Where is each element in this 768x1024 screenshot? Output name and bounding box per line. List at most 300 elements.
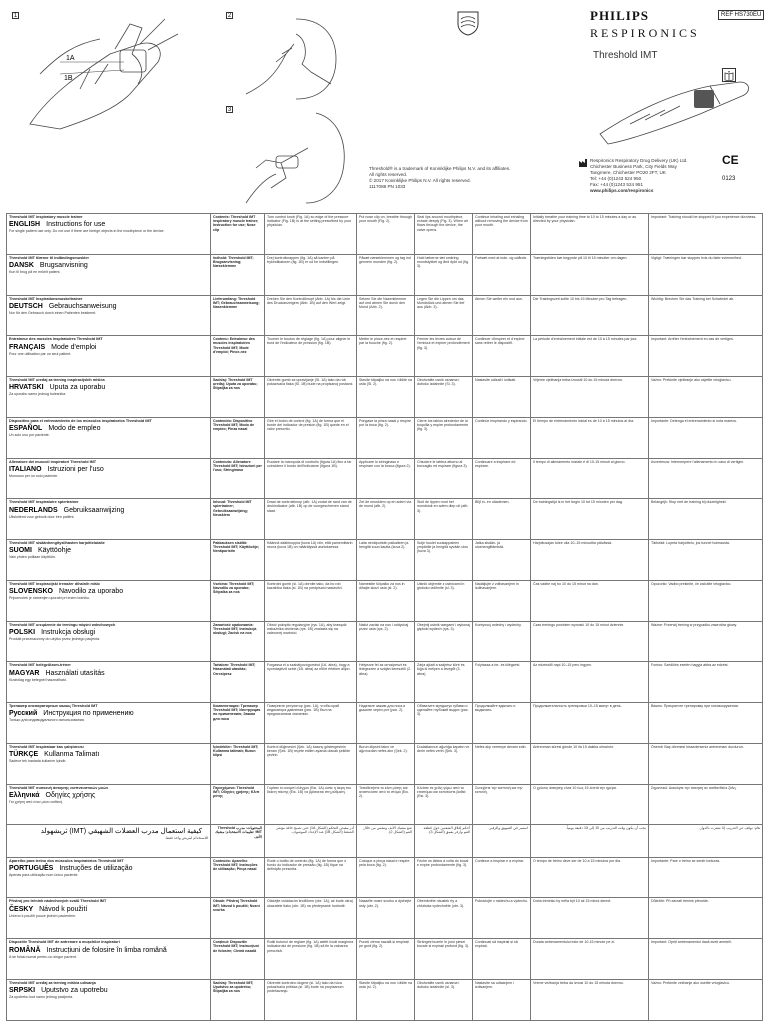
instruction-step-1: Kontrolni gumb (sl. 1A) obrnite tako, da bo rob kazalnika tlaka (sl. 1B) na predpisani nastavitvi. — [265, 580, 357, 621]
instruction-step-2: Póngase la pinza nasal y respire por la boca (fig. 2). — [357, 417, 415, 458]
instruction-step-3: Sulje huulet suukappaleen ympärille ja hengitä syvään ulos (kuva 3). — [415, 540, 473, 581]
instruction-step-4: Folytassa a be- és kilégzést. — [473, 662, 531, 703]
language-name: DANSK — [9, 262, 34, 270]
language-row — [7, 214, 763, 255]
language-row — [7, 825, 763, 857]
instruction-step-1: Поверните регулятор (рис. 1A), чтобы край индикатора давления (рис. 1B) был на предписанном значении. — [265, 703, 357, 744]
language-row — [7, 621, 763, 662]
language-header: Dispozitiv Threshold IMT de antrenare a mușchilor inspiratori — [9, 940, 120, 945]
instruction-step-3: Obejmij ustnik wargami i wykonaj głęboki wydech (rys. 3). — [415, 621, 473, 662]
instruction-step-1: Okrenite gumb za upravljanje (Sl. 1A) tako da rub pokazivača tlaka (Sl. 1B) bude na propisanoj postavci. — [265, 377, 357, 418]
language-name: SLOVENSKO — [9, 588, 53, 596]
contents-text: Obsah: Přístroj Threshold IMT; Návod k použití; Nosní svorka — [213, 899, 260, 912]
instruction-step-6: Avvertenza: Interrompere l'allenamento in caso di vertigini. — [649, 458, 763, 499]
language-name-line — [9, 546, 208, 555]
language-name: DEUTSCH — [9, 302, 43, 310]
language-header: Aparelho para treino dos músculos inspiratórios Threshold IMT — [9, 858, 124, 863]
instruction-step-1: Γυρίστε το κουμπί ελέγχου (Εικ. 1A) ώστε η άκρη του δείκτη πίεσης (Εικ. 1B) να βρίσκεται στη ρύθμιση. — [265, 784, 357, 825]
language-title: Instrucțiuni de folosire în limba română — [46, 946, 167, 954]
instruction-step-6: Belangrijk: Stop met de training bij duizeligheid. — [649, 499, 763, 540]
instruction-step-6: Važno: Prekinite vežbanje ako osetite vrtoglavicu. — [649, 979, 763, 1020]
language-cell — [7, 499, 211, 540]
instruction-step-4: Pokračujte v nádechu a výdechu. — [473, 898, 531, 939]
manufacturer-line: Fax: +44 (0)1243 524 951 — [590, 182, 643, 187]
contents-cell — [211, 784, 265, 825]
language-title: Kullanma Talimatı — [44, 751, 100, 759]
instruction-step-4: Continuer d'inspirer et d'expirer sans retirer le dispositif. — [473, 336, 531, 377]
instruction-step-2: Helyezze fel az orrcsipeszt és lélegezzen a száján keresztül (2. ábra). — [357, 662, 415, 703]
language-row — [7, 857, 763, 898]
contents-text: Lieferumfang: Threshold IMT; Gebrauchsanweisung; Nasenklemme — [213, 296, 260, 309]
figure-1-label: 1 — [13, 13, 18, 19]
instruction-step-5: يجب أن يكون وقت التدريب من 10 إلى 15 دقيقة يومياً. — [531, 825, 649, 857]
language-row — [7, 417, 763, 458]
instruction-step-2: Setzen Sie die Nasenklemme auf und atmen Sie durch den Mund (Abb. 2). — [357, 295, 415, 336]
language-title: Uputa za uporabu — [49, 384, 106, 392]
language-header: Threshold IMT inspiratoire spiertrainer — [9, 500, 79, 505]
instruction-step-4: استمر في الشهيق والزفير. — [473, 825, 531, 857]
figure-3-label: 3 — [227, 107, 232, 113]
language-header: Тренажер инспираторных мышц Threshold IMT — [9, 704, 98, 708]
language-header: Threshold IMT inspiratory muscle trainer — [9, 215, 83, 219]
language-row — [7, 939, 763, 980]
instruction-step-6: Important: Arrêter l'entraînement en cas de vertiges. — [649, 336, 763, 377]
instruction-step-5: Doba tréninku by měla být 10 až 15 minut denně. — [531, 898, 649, 939]
ce-mark: CE — [722, 153, 739, 167]
language-row — [7, 458, 763, 499]
instruction-step-5: De trainingstijd is in het begin 10 tot 15 minuten per dag. — [531, 499, 649, 540]
instruction-step-6: Important: Training should be stopped if you experience dizziness. — [649, 214, 763, 255]
instruction-step-5: Vreme vežbanja treba da iznosi 10 do 15 minuta dnevno. — [531, 979, 649, 1020]
ce-code: 0123 — [722, 176, 736, 182]
language-name: Русский — [9, 710, 38, 718]
language-cell — [7, 784, 211, 825]
language-header: Entraîneur des muscles inspiratoires Threshold IMT — [9, 337, 103, 342]
language-title: Használati utasítás — [45, 669, 105, 677]
manufacturer-line: Tangmere, Chichester PO20 2FT, UK — [590, 170, 666, 175]
language-title: Οδηγίες χρήσης — [45, 791, 96, 799]
instruction-step-3: Zárja ajkait a szájrész köré és fújja ki mélyen a levegőt (3. ábra). — [415, 662, 473, 703]
contents-cell — [211, 703, 265, 744]
figure-1-illustration — [20, 14, 190, 134]
language-row — [7, 662, 763, 703]
ref-box: REF HS730EU — [718, 10, 764, 20]
language-name: ITALIANO — [9, 465, 42, 473]
language-name-line — [9, 424, 208, 433]
language-name: NEDERLANDS — [9, 506, 58, 514]
instruction-step-1: Obróć pokrętło regulacyjne (rys. 1A), aby krawędź wskaźnika ciśnienia (rys. 1B) znalazła się na zaleconej wartości. — [265, 621, 357, 662]
language-note: For single patient use only. Do not use if there are foreign objects in the mouthpiece or the device. — [9, 229, 165, 234]
instruction-step-2: Zet de neusklem op en adem via de mond (afb. 2). — [357, 499, 415, 540]
instruction-step-3: Hold læberne tæt omkring mundstykket og ånd dybt ud (fig. 3). — [415, 254, 473, 295]
contents-text: Contenuto: Allenatore Threshold IMT; Istruzioni per l'uso; Stringinaso — [213, 459, 262, 472]
brand-line-1: PHILIPS — [590, 8, 650, 23]
instruction-step-2: Nasaďte nosní svorku a dýchejte ústy (obr. 2). — [357, 898, 415, 939]
instruction-step-5: El tiempo de entrenamiento inicial es de 10 a 15 minutos al día. — [531, 417, 649, 458]
instruction-step-1: Rode o botão de controlo (fig. 1A) de forma que o bordo do indicador de pressão (fig. 1B) fique na definição prescrita. — [265, 857, 357, 898]
language-name-line — [9, 669, 208, 678]
language-title: Instrukcja obsługi — [41, 628, 96, 636]
instruction-step-5: Čas vadbe naj bo 10 do 15 minut na dan. — [531, 580, 649, 621]
language-cell — [7, 662, 211, 703]
instruction-step-2: Påsæt næseklemmen og tag ind gennem munden (fig. 2). — [357, 254, 415, 295]
instruction-step-5: La période d'entraînement initiale est de 10 à 15 minutes par jour. — [531, 336, 649, 377]
language-note: Určeno k použití pouze jedním pacientem. — [9, 913, 77, 918]
language-header: Threshold IMT inspiratuar kas çalıştırıcısı — [9, 744, 84, 749]
manufacturer-line: Tel: +44 (0)1243 524 950 — [590, 176, 642, 181]
instruction-step-4: Continúe inspirando y espirando. — [473, 417, 531, 458]
language-name: SUOMI — [9, 547, 32, 555]
instruction-step-2: Burun klipsini takın ve ağzınızdan nefes alın (Şek. 2). — [357, 743, 415, 784]
language-cell — [7, 898, 211, 939]
language-title: Gebruiksaanwijzing — [63, 506, 125, 514]
instruction-step-4: Fortsæt med at inde- og udånde. — [473, 254, 531, 295]
instruction-step-4: Continue a inspirar e a expirar. — [473, 857, 531, 898]
instruction-step-2: ضع مشبك الأنف وتنفس من خلال الفم (الشكل 2). — [357, 825, 415, 857]
instruction-step-4: Nadaljujte z vdihavanjem in izdihavanjem. — [473, 580, 531, 621]
language-title: Instructions for use — [46, 221, 106, 229]
instruction-step-3: Ustnik objemite z ustnicami in globoko izdihnite (sl. 3). — [415, 580, 473, 621]
language-header: Allenatore dei muscoli inspiratori Threshold IMT — [9, 459, 97, 464]
language-name: FRANÇAIS — [9, 343, 46, 351]
contents-cell — [211, 377, 265, 418]
language-name: POLSKI — [9, 628, 36, 636]
instruction-step-2: Applicare lo stringinaso e respirare con la bocca (figura 2). — [357, 458, 415, 499]
instruction-step-1: Drej kontrolknappen (fig. 1A) så kanten på trykindikatoren (fig. 1B) er ud for indstillingen. — [265, 254, 357, 295]
device-illustration — [590, 74, 760, 154]
contents-text: Vsebina: Threshold IMT; Navodilo za uporabo; Ščipalka za nos — [213, 581, 255, 595]
instruction-step-5: Il tempo di allenamento iniziale è di 10-15 minuti al giorno. — [531, 458, 649, 499]
contents-text: Contents: Threshold IMT inspiratory muscle trainer; Instruction for use; Nose clip — [213, 215, 259, 232]
contents-text: Zawartość opakowania: Threshold IMT; Instrukcja obsługi; Zacisk na nos — [213, 622, 257, 635]
language-note: Nur für den Gebrauch durch einen Patienten bestimmt. — [9, 310, 97, 315]
contents-cell — [211, 825, 265, 857]
contents-cell — [211, 540, 265, 581]
instruction-step-2: Puneți clema nazală și respirați pe gură (fig. 2). — [357, 939, 415, 980]
language-cell — [7, 621, 211, 662]
instruction-step-1: أدر مقبض التحكم (الشكل 1A) حتى تصبح حافة مؤشر الضغط (الشكل 1B) عند الإعداد الموصوف. — [265, 825, 357, 857]
language-title: Uputstvo za upotrebu — [41, 987, 108, 995]
language-row — [7, 336, 763, 377]
language-name-line — [9, 506, 208, 515]
language-title: Käyttöohje — [37, 547, 72, 555]
language-name-line — [9, 465, 208, 474]
language-note: Monouso per un solo paziente. — [9, 473, 59, 478]
language-note: Pripomoček je namenjen uporabi pri enem bolniku. — [9, 596, 90, 601]
language-name-line — [9, 628, 208, 637]
language-note: Za uporabu samo jednog bolesnika. — [9, 392, 67, 397]
instruction-step-6: Важно: Прекратите тренировку при головокружении. — [649, 703, 763, 744]
contents-text: Pakkauksen sisältö: Threshold IMT; Käyttöohje; Nenäpuristin — [213, 541, 260, 554]
language-cell — [7, 377, 211, 418]
manufacturer-line: www.philips.com/respironics — [590, 188, 654, 193]
instruction-step-1: Drehen Sie den Kontrollknopf (Abb. 1A) bis die Linie des Druckanzeigers (Abb. 1B) auf den Wert zeigt. — [265, 295, 357, 336]
instruction-step-6: Importante: Pare o treino se sentir tonturas. — [649, 857, 763, 898]
figure-3-illustration — [236, 108, 366, 208]
language-name-line — [9, 827, 208, 836]
language-header: Threshold IMT uređaj za trening inspiracijskih mišića — [9, 378, 105, 382]
instruction-step-3: Cierre los labios alrededor de la boquilla y espire profundamente (fig. 3). — [415, 417, 473, 458]
language-note: للاستخدام لمريض واحد فقط. — [164, 836, 208, 841]
instruction-step-4: Продолжайте вдыхать и выдыхать. — [473, 703, 531, 744]
instruction-step-5: Initially breathe your training time to 10 to 15 minutes a day or as directed by your physician. — [531, 214, 649, 255]
contents-cell — [211, 458, 265, 499]
contents-text: İçindekiler: Threshold IMT; Kullanma talimatı; Burun klipsi — [213, 744, 259, 758]
instruction-step-2: Mettre le pince-nez et respirer par la bouche (fig. 2). — [357, 336, 415, 377]
instruction-step-5: Harjoitusajan tulee olla 10–15 minuuttia päivässä. — [531, 540, 649, 581]
language-name-line — [9, 709, 208, 718]
instruction-step-6: Važno: Prekinite vježbanje ako osjetite vrtoglavicu. — [649, 377, 763, 418]
instruction-step-4: Συνεχίστε την εισπνοή και την εκπνοή. — [473, 784, 531, 825]
instruction-step-6: Σημαντικό: Διακόψτε την άσκηση αν αισθανθείτε ζάλη. — [649, 784, 763, 825]
manufacturer-icon — [578, 158, 588, 168]
trademark-line: 1117088 PN 1033 — [369, 184, 406, 189]
instruction-step-2: Наденьте зажим для носа и дышите через рот (рис. 2). — [357, 703, 415, 744]
language-name: MAGYAR — [9, 669, 40, 677]
language-note: Za upotrebu kod samo jednog pacijenta. — [9, 995, 74, 1000]
language-name-line — [9, 343, 208, 352]
instruction-step-6: Opozorilo: Vadbo prekinite, če začutite vrtoglavico. — [649, 580, 763, 621]
language-name: ESPAÑOL — [9, 425, 43, 433]
brand-line-2: RESPIRONICS — [590, 26, 700, 40]
language-name: PORTUGUÊS — [9, 865, 54, 873]
language-note: Pour une utilisation par un seul patient. — [9, 351, 72, 356]
instruction-step-6: Ważne: Przerwij trening w przypadku zawrotów głowy. — [649, 621, 763, 662]
instruction-step-2: Coloque a pinça nasal e respire pela boca (fig. 2). — [357, 857, 415, 898]
language-name-line — [9, 220, 208, 229]
contents-text: Indhold: Threshold IMT; Brugsanvisning; Næseklemme — [213, 255, 254, 269]
contents-cell — [211, 580, 265, 621]
contents-text: Conteúdo: Aparelho Threshold IMT; Instruções de utilização; Pinça nasal — [213, 858, 258, 872]
instruction-step-3: Κλείστε τα χείλη γύρω από το επιστόμιο και εκπνεύστε βαθιά (Εικ. 3). — [415, 784, 473, 825]
instruction-step-3: Obuhvatite usnik usnama i duboko izdahnite (sl. 3). — [415, 979, 473, 1020]
instruction-step-1: Draai de controleknop (afb. 1A) zodat de rand van de drukindicator (afb. 1B) op de voorgeschreven stand staat. — [265, 499, 357, 540]
contents-cell — [211, 214, 265, 255]
language-note: Vain yhden potilaan käyttöön. — [9, 555, 56, 560]
language-title: كيفية استعمال مدرب العضلات الشهيقي (IMT) ثريشهولد — [40, 828, 202, 836]
contents-text: Комплектация: Тренажер Threshold IMT; Инструкция по применению; Зажим для носа — [213, 704, 261, 721]
language-note: Только для индивидуального использования. — [9, 718, 85, 723]
language-name-line — [9, 946, 208, 955]
contents-cell — [211, 254, 265, 295]
contents-text: Περιεχόμενα: Threshold IMT; Οδηγίες χρήσης; Κλιπ μύτης — [213, 785, 260, 798]
instruction-step-5: Vrijeme vježbanja treba iznositi 10 do 15 minuta dnevno. — [531, 377, 649, 418]
instruction-step-4: Atmen Sie weiter ein und aus. — [473, 295, 531, 336]
contents-cell — [211, 743, 265, 784]
trademark-block — [369, 166, 569, 190]
language-title: Brugsanvisning — [39, 262, 88, 270]
brand-logo — [590, 8, 710, 41]
instruction-step-4: Kontynuuj wdechy i wydechy. — [473, 621, 531, 662]
manufacturer-line: Chichester Business Park, City Fields Way — [590, 164, 677, 169]
language-header: Threshold IMT Inspirationsmuskeltrainer — [9, 296, 83, 301]
language-title: Návod k použití — [39, 905, 88, 913]
language-header: Threshold IMT inspiracijski trenažer dihalnih mišic — [9, 581, 101, 586]
language-row — [7, 377, 763, 418]
instruction-step-3: Sluit de lippen rond het mondstuk en adem diep uit (afb. 3). — [415, 499, 473, 540]
instruction-step-6: Wichtig: Brechen Sie das Training bei Schwindel ab. — [649, 295, 763, 336]
instruction-step-2: Put nose clip on, breathe through your mouth (Fig. 2). — [357, 214, 415, 255]
trademark-line: Threshold® is a trademark of Koninklijke Philips N.V. and its affiliates. — [369, 166, 511, 171]
language-cell — [7, 458, 211, 499]
language-row — [7, 979, 763, 1020]
language-name-line — [9, 864, 208, 873]
instruction-step-4: Jatka sisään- ja uloshengittämistä. — [473, 540, 531, 581]
language-name-line — [9, 587, 208, 596]
language-header: Dispositivo para el entrenamiento de los músculos inspiratorios Threshold IMT — [9, 418, 152, 423]
contents-text: Sadržaj: Threshold IMT; Uputstvo za upotrebu; Štipaljka za nos — [213, 980, 254, 994]
instruction-step-3: Strângeți buzele în jurul piesei bucale și expirați profund (fig. 3). — [415, 939, 473, 980]
trademark-line: © 2017 Koninklijke Philips N.V. All rights reserved. — [369, 178, 471, 183]
instruction-step-3: Chiudere le labbra attorno al boccaglio ed espirare (figura 3). — [415, 458, 473, 499]
instruction-step-3: Fermer les lèvres autour de l'embout et expirer profondément (fig. 3). — [415, 336, 473, 377]
instruction-step-1: Okrenite kontrolno dugme (sl. 1A) tako da ivica pokazivača pritiska (sl. 1B) bude na propisanom podešavanju. — [265, 979, 357, 1020]
language-cell — [7, 939, 211, 980]
language-row — [7, 295, 763, 336]
instruction-step-2: Namestite ščipalko za nos in dihajte skozi usta (sl. 2). — [357, 580, 415, 621]
language-note: Apenas para utilização num único paciente. — [9, 873, 79, 878]
language-title: Mode d'emploi — [51, 343, 97, 351]
instruction-step-5: Ο χρόνος άσκησης είναι 10 έως 15 λεπτά την ημέρα. — [531, 784, 649, 825]
language-name-line — [9, 383, 208, 392]
instruction-step-6: Vigtigt: Træningen bør stoppes hvis du føler svimmelhed. — [649, 254, 763, 295]
language-name-line — [9, 791, 208, 800]
instruction-step-2: Stavite štipaljku na nos i dišite na usta (sl. 2). — [357, 979, 415, 1020]
instruction-step-2: Laita nenäpuristin paikalleen ja hengitä suun kautta (kuva 2). — [357, 540, 415, 581]
contents-text: Inhoud: Threshold IMT spiertrainer; Gebruiksaanwijzing; Neusklem — [213, 500, 252, 517]
instruction-step-3: Seal lips around mouthpiece, exhale deeply (Fig. 3). When air flows through the device, the valve opens. — [415, 214, 473, 255]
language-name: ČESKY — [9, 905, 34, 913]
language-note: Kun til brug på en enkelt patient. — [9, 270, 61, 275]
language-row — [7, 743, 763, 784]
contents-text: Tartalom: Threshold IMT; Használati utasítás; Orrcsipesz — [213, 663, 256, 676]
callout-1b: 1B — [64, 75, 73, 82]
instruction-step-5: Az edzésidő napi 10–15 perc legyen. — [531, 662, 649, 703]
language-header: Threshold IMT tilæner til indåndingsmuskler — [9, 255, 89, 260]
instruction-step-2: Nałóż zacisk na nos i oddychaj przez usta (rys. 2). — [357, 621, 415, 662]
language-table — [6, 213, 763, 1021]
instruction-step-5: O tempo de treino deve ser de 10 a 15 minutos por dia. — [531, 857, 649, 898]
philips-shield-logo — [456, 10, 480, 36]
contents-text: Conținut: Dispozitiv Threshold IMT; Instrucțiuni de folosire; Clemă nazală — [213, 940, 259, 953]
instruction-step-1: Ruotare la manopola di controllo (figura 1A) fino a far coincidere il bordo dell'indicatore (figura 1B). — [265, 458, 357, 499]
instruction-step-4: Nefes alıp vermeye devam edin. — [473, 743, 531, 784]
language-title: Инструкция по применению — [43, 710, 134, 718]
figure-2-illustration — [236, 14, 376, 104]
instruction-step-3: Обхватите мундштук губами и сделайте глубокий выдох (рис. 3). — [415, 703, 473, 744]
language-row — [7, 703, 763, 744]
language-note: Για χρήση από έναν μόνο ασθενή. — [9, 799, 64, 804]
language-note: Uitsluitend voor gebruik door één patiënt. — [9, 514, 75, 519]
language-row — [7, 499, 763, 540]
instruction-step-3: Dudaklarınızı ağızlığa kapatın ve derin nefes verin (Şek. 3). — [415, 743, 473, 784]
instruction-step-6: Fontos: Szédülés esetén hagyja abba az edzést. — [649, 662, 763, 703]
instruction-step-5: Træningstiden bør begynde på 10 til 15 minutter om dagen. — [531, 254, 649, 295]
manufacturer-block — [590, 158, 700, 194]
contents-text: Contenu: Entraîneur des muscles inspiratoires Threshold IMT; Mode d'emploi; Pince-nez — [213, 337, 255, 354]
language-row — [7, 540, 763, 581]
language-name-line — [9, 750, 208, 759]
language-header: Threshold IMT uređaj za trening mišića udisanja — [9, 980, 96, 985]
instruction-step-6: Important: Opriți antrenamentul dacă aveți amețeli. — [649, 939, 763, 980]
instruction-step-1: Forgassa el a szabályozógombot (1A. ábra), hogy a nyomásjelző széle (1B. ábra) az előírt értéken álljon. — [265, 662, 357, 703]
language-name-line — [9, 986, 208, 995]
language-header: Threshold IMT συσκευή άσκησης εισπνευστικών μυών — [9, 785, 109, 790]
instruction-step-4: Continuați să inspirați și să expirați. — [473, 939, 531, 980]
language-name: ROMÂNĂ — [9, 946, 41, 954]
contents-cell — [211, 621, 265, 662]
instruction-step-1: Käännä säätönuppia (kuva 1A) niin, että painemittarin reuna (kuva 1B) on määrätyssä asetuksessa. — [265, 540, 357, 581]
instruction-step-6: هام: توقف عن التدريب إذا شعرت بالدوار. — [649, 825, 763, 857]
contents-text: Contenido: Dispositivo Threshold IMT; Modo de empleo; Pinza nasal — [213, 418, 255, 432]
instruction-step-6: Tärkeää: Lopeta harjoittelu, jos tunnet huimausta. — [649, 540, 763, 581]
contents-text: المحتويات: مدرب Threshold IMT؛ تعليمات الاستخدام؛ مشبك الأنف — [215, 826, 262, 839]
instruction-step-2: Stavite štipaljku na nos i dišite na usta (Sl. 2). — [357, 377, 415, 418]
instruction-step-6: Önemli: Baş dönmesi hissederseniz antrenmanı durdurun. — [649, 743, 763, 784]
language-row — [7, 580, 763, 621]
language-cell — [7, 214, 211, 255]
contents-cell — [211, 499, 265, 540]
instruction-step-5: Продолжительность тренировки 10–15 минут в день. — [531, 703, 649, 744]
language-row — [7, 784, 763, 825]
instruction-step-5: Czas treningu powinien wynosić 10 do 15 minut dziennie. — [531, 621, 649, 662]
instruction-step-1: Otáčejte ovládacím knoflíkem (obr. 1A), až bude okraj ukazatele tlaku (obr. 1B) na předepsané hodnotě. — [265, 898, 357, 939]
language-cell — [7, 703, 211, 744]
language-name-line — [9, 905, 208, 914]
language-cell — [7, 295, 211, 336]
instruction-step-5: Durata antrenamentului este de 10-15 minute pe zi. — [531, 939, 649, 980]
language-cell — [7, 857, 211, 898]
instruction-step-1: Gire el botón de control (fig. 1A) de forma que el borde del indicador de presión (fig. 1B) quede en el valor prescrito. — [265, 417, 357, 458]
language-header: Threshold IMT urządzenie do treningu mięśni wdechowych — [9, 622, 116, 627]
instruction-step-4: Nastavite udisati i izdisati. — [473, 377, 531, 418]
contents-cell — [211, 939, 265, 980]
contents-text: Sadržaj: Threshold IMT uređaj; Uputa za uporabu; Štipaljka za nos — [213, 378, 258, 391]
instruction-step-4: Continuare a inspirare ed espirare. — [473, 458, 531, 499]
instruction-step-6: Importante: Detenga el entrenamiento si nota mareos. — [649, 417, 763, 458]
language-title: Istruzioni per l'uso — [47, 465, 104, 473]
instruction-step-1: Turn control knob (Fig. 1A) so edge of the pressure indicator (Fig. 1B) is at the setting prescribed by your physician. — [265, 214, 357, 255]
language-cell — [7, 540, 211, 581]
contents-cell — [211, 417, 265, 458]
language-name: SRPSKI — [9, 987, 36, 995]
contents-cell — [211, 979, 265, 1020]
language-title: Instruções de utilização — [59, 865, 133, 873]
language-name: Ελληνικά — [9, 791, 40, 799]
product-name: Threshold IMT — [593, 50, 658, 61]
contents-cell — [211, 857, 265, 898]
language-name: TÜRKÇE — [9, 751, 39, 759]
contents-cell — [211, 662, 265, 703]
instruction-step-1: Tourner le bouton de réglage (fig. 1A) pour aligner le bord de l'indicateur de pression (fig. 1B). — [265, 336, 357, 377]
manufacturer-line: Respironics Respiratory Drug Delivery (UK) Ltd. — [590, 158, 688, 163]
language-row — [7, 898, 763, 939]
callout-1a: 1A — [66, 55, 75, 62]
instruction-step-2: Τοποθετήστε το κλιπ μύτης και αναπνεύστε από το στόμα (Εικ. 2). — [357, 784, 415, 825]
language-cell — [7, 825, 211, 857]
language-header: Přístroj pro trénink nádechových svalů Threshold IMT — [9, 899, 107, 904]
contents-cell — [211, 898, 265, 939]
instruction-step-3: أحكم إغلاق الشفتين حول قطعة الفم وازفر بعمق (الشكل 3). — [415, 825, 473, 857]
language-name-line — [9, 302, 208, 311]
language-title: Gebrauchsanweisung — [48, 302, 117, 310]
contents-cell — [211, 295, 265, 336]
language-name: ENGLISH — [9, 221, 41, 229]
instruction-step-5: Antrenman süresi günde 10 ila 15 dakika olmalıdır. — [531, 743, 649, 784]
language-name: HRVATSKI — [9, 384, 44, 392]
instruction-step-1: Rotiți butonul de reglare (fig. 1A) astfel încât marginea indicatorului de presiune (fig. 1B) să fie la valoarea prescrisă. — [265, 939, 357, 980]
instruction-step-3: Legen Sie die Lippen um das Mundstück und atmen Sie tief aus (Abb. 3). — [415, 295, 473, 336]
